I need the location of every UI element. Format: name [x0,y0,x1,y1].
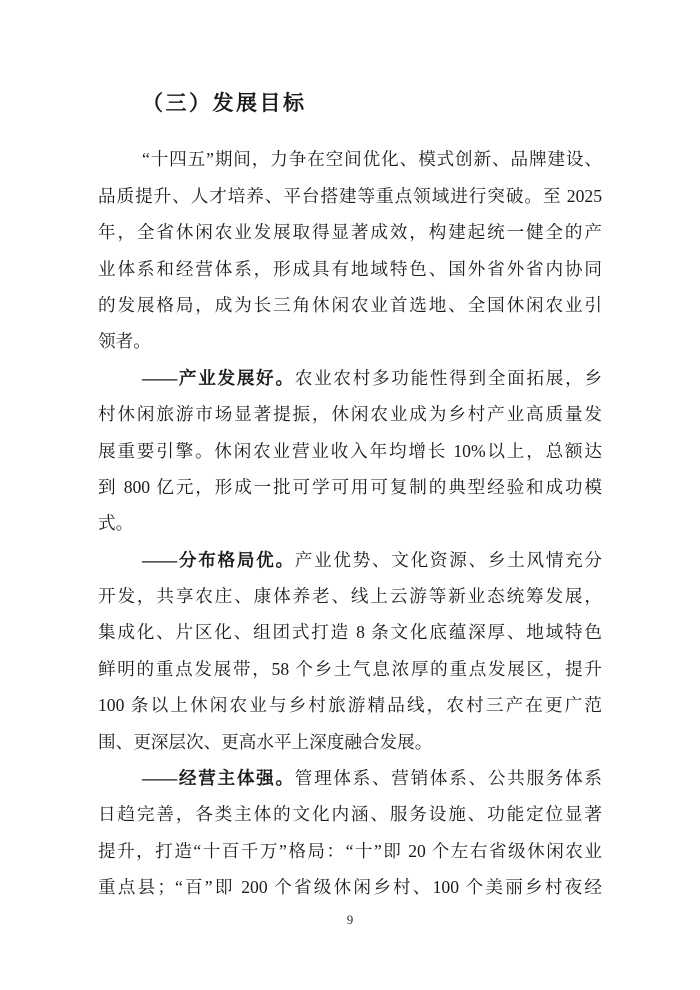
paragraph-lead-rest: 产业优势、文化资源、乡土风情充分 [294,549,602,570]
text-line: 村休闲旅游市场显著提振，休闲农业成为乡村产业高质量发 [98,404,602,425]
text-line: 集成化、片区化、组团式打造 8 条文化底蕴深厚、地域特色 [98,622,602,643]
text-line: 业体系和经营体系，形成具有地域特色、国外省外省内协同 [98,258,602,279]
paragraph-distribution-pattern [98,542,602,760]
page-number: 9 [346,912,354,927]
text-line [98,760,602,796]
page-content [98,85,602,906]
text-line: “十四五”期间，力争在空间优化、模式创新、品牌建设、 [142,149,602,170]
text-line: 的发展格局，成为长三角休闲农业首选地、全国休闲农业引 [98,294,602,315]
heading-spacer [98,121,602,141]
text-line: 领者。 [98,331,151,352]
text-line: 式。 [98,513,134,534]
text-line: 开发，共享农庄、康体养老、线上云游等新业态统筹发展， [98,586,602,607]
text-line: 到 800 亿元，形成一批可学可用可复制的典型经验和成功模 [98,476,602,497]
text-line: 围、更深层次、更高水平上深度融合发展。 [98,731,433,752]
paragraph-lead-bold: ——经营主体强。 [142,768,295,789]
text-line: 提升，打造“十百千万”格局：“十”即 20 个左右省级休闲农业 [98,840,602,861]
text-line: 重点县；“百”即 200 个省级休闲乡村、100 个美丽乡村夜经 [98,877,602,898]
text-line: 展重要引擎。休闲农业营业收入年均增长 10%以上，总额达 [98,440,602,461]
text-line: 日趋完善，各类主体的文化内涵、服务设施、功能定位显著 [98,804,602,825]
text-line: 品质提升、人才培养、平台搭建等重点领域进行突破。至 2025 [98,185,602,206]
paragraph-lead-bold: ——分布格局优。 [142,549,295,570]
paragraph-lead-bold: ——产业发展好。 [142,367,295,388]
paragraph-industry-development [98,360,602,542]
paragraph-lead-rest: 农业农村多功能性得到全面拓展，乡 [294,367,602,388]
paragraph-business-entities [98,760,602,906]
text-line [98,360,602,396]
paragraph-overview [98,141,602,359]
text-line: 鲜明的重点发展带，58 个乡土气息浓厚的重点发展区，提升 [98,658,602,679]
text-line: 100 条以上休闲农业与乡村旅游精品线，农村三产在更广范 [98,695,602,716]
paragraph-lead-rest: 管理体系、营销体系、公共服务体系 [294,768,602,789]
text-line [98,542,602,578]
section-heading: （三）发展目标 [142,91,307,115]
text-line: 年，全省休闲农业发展取得显著成效，构建起统一健全的产 [98,222,602,243]
